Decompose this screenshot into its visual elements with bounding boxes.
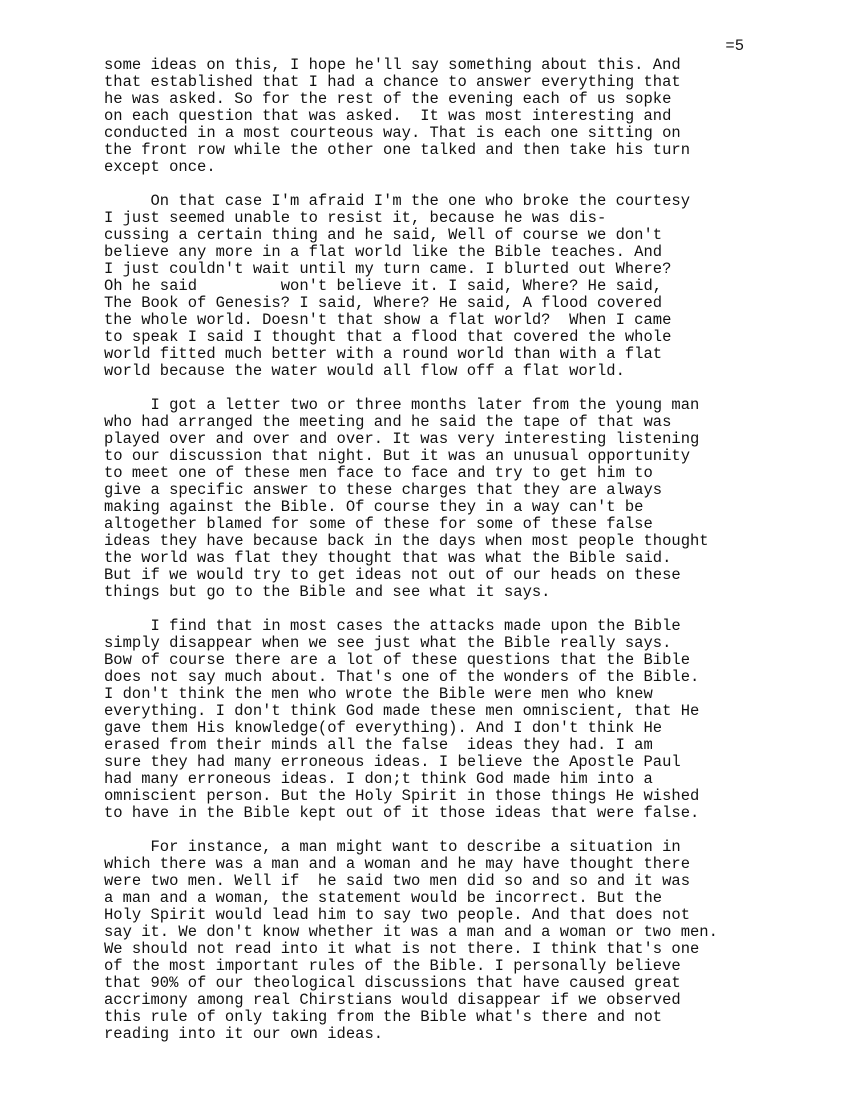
text-line: For instance, a man might want to describe a situation in bbox=[104, 838, 681, 856]
document-body bbox=[104, 57, 804, 1060]
text-line: I don't think the men who wrote the Bible were men who knew bbox=[104, 685, 653, 703]
text-line: believe any more in a flat world like the Bible teaches. And bbox=[104, 243, 663, 261]
text-line: things but go to the Bible and see what it says. bbox=[104, 583, 551, 601]
text-line: to speak I said I thought that a flood that covered the whole bbox=[104, 328, 672, 346]
text-line: I just couldn't wait until my turn came. I blurted out Where? bbox=[104, 260, 672, 278]
paragraph-4 bbox=[104, 618, 804, 822]
text-line: omniscient person. But the Holy Spirit in those things He wished bbox=[104, 787, 700, 805]
text-line: played over and over and over. It was very interesting listening bbox=[104, 430, 700, 448]
text-line: accrimony among real Chirstians would disappear if we observed bbox=[104, 991, 681, 1009]
text-line: everything. I don't think God made these men omniscient, that He bbox=[104, 702, 700, 720]
text-line: to meet one of these men face to face and try to get him to bbox=[104, 464, 653, 482]
text-line: Oh he said won't believe it. I said, Where? He said, bbox=[104, 277, 663, 295]
paragraph-2 bbox=[104, 193, 804, 380]
text-line: which there was a man and a woman and he may have thought there bbox=[104, 855, 690, 873]
paragraph-1 bbox=[104, 57, 804, 176]
text-line: I just seemed unable to resist it, because he was dis- bbox=[104, 209, 607, 227]
text-line: sure they had many erroneous ideas. I believe the Apostle Paul bbox=[104, 753, 681, 771]
text-line: world fitted much better with a round world than with a flat bbox=[104, 345, 663, 363]
text-line: ideas they have because back in the days when most people thought bbox=[104, 532, 709, 550]
text-line: world because the water would all flow off a flat world. bbox=[104, 362, 625, 380]
text-line: that established that I had a chance to answer everything that bbox=[104, 73, 681, 91]
text-line: reading into it our own ideas. bbox=[104, 1025, 384, 1043]
paragraph-5 bbox=[104, 839, 804, 1043]
text-line: Holy Spirit would lead him to say two people. And that does not bbox=[104, 906, 690, 924]
text-line: he was asked. So for the rest of the evening each of us sopke bbox=[104, 90, 672, 108]
text-line: I got a letter two or three months later from the young man bbox=[104, 396, 700, 414]
text-line: the front row while the other one talked and then take his turn bbox=[104, 141, 690, 159]
text-line: gave them His knowledge(of everything). And I don't think He bbox=[104, 719, 663, 737]
text-line: Bow of course there are a lot of these questions that the Bible bbox=[104, 651, 690, 669]
text-line: simply disappear when we see just what the Bible really says. bbox=[104, 634, 672, 652]
text-line: On that case I'm afraid I'm the one who broke the courtesy bbox=[104, 192, 690, 210]
text-line: to have in the Bible kept out of it those ideas that were false. bbox=[104, 804, 700, 822]
text-line: the world was flat they thought that was what the Bible said. bbox=[104, 549, 672, 567]
text-line: erased from their minds all the false ideas they had. I am bbox=[104, 736, 653, 754]
text-line: does not say much about. That's one of the wonders of the Bible. bbox=[104, 668, 700, 686]
text-line: on each question that was asked. It was most interesting and bbox=[104, 107, 672, 125]
text-line: some ideas on this, I hope he'll say something about this. And bbox=[104, 56, 681, 74]
text-line: that 90% of our theological discussions that have caused great bbox=[104, 974, 681, 992]
text-line: of the most important rules of the Bible. I personally believe bbox=[104, 957, 681, 975]
text-line: a man and a woman, the statement would be incorrect. But the bbox=[104, 889, 663, 907]
text-line: were two men. Well if he said two men did so and so and it was bbox=[104, 872, 690, 890]
text-line: had many erroneous ideas. I don;t think God made him into a bbox=[104, 770, 653, 788]
text-line: conducted in a most courteous way. That is each one sitting on bbox=[104, 124, 681, 142]
text-line: I find that in most cases the attacks made upon the Bible bbox=[104, 617, 681, 635]
text-line: We should not read into it what is not there. I think that's one bbox=[104, 940, 700, 958]
text-line: give a specific answer to these charges that they are always bbox=[104, 481, 663, 499]
text-line: this rule of only taking from the Bible what's there and not bbox=[104, 1008, 663, 1026]
text-line: But if we would try to get ideas not out of our heads on these bbox=[104, 566, 681, 584]
page-number: =5 bbox=[725, 37, 744, 55]
text-line: except once. bbox=[104, 158, 216, 176]
text-line: the whole world. Doesn't that show a flat world? When I came bbox=[104, 311, 672, 329]
text-line: altogether blamed for some of these for some of these false bbox=[104, 515, 653, 533]
text-line: to our discussion that night. But it was an unusual opportunity bbox=[104, 447, 690, 465]
paragraph-3 bbox=[104, 397, 804, 601]
text-line: who had arranged the meeting and he said the tape of that was bbox=[104, 413, 672, 431]
text-line: say it. We don't know whether it was a man and a woman or two men. bbox=[104, 923, 718, 941]
text-line: cussing a certain thing and he said, Well of course we don't bbox=[104, 226, 663, 244]
text-line: making against the Bible. Of course they in a way can't be bbox=[104, 498, 644, 516]
text-line: The Book of Genesis? I said, Where? He said, A flood covered bbox=[104, 294, 663, 312]
